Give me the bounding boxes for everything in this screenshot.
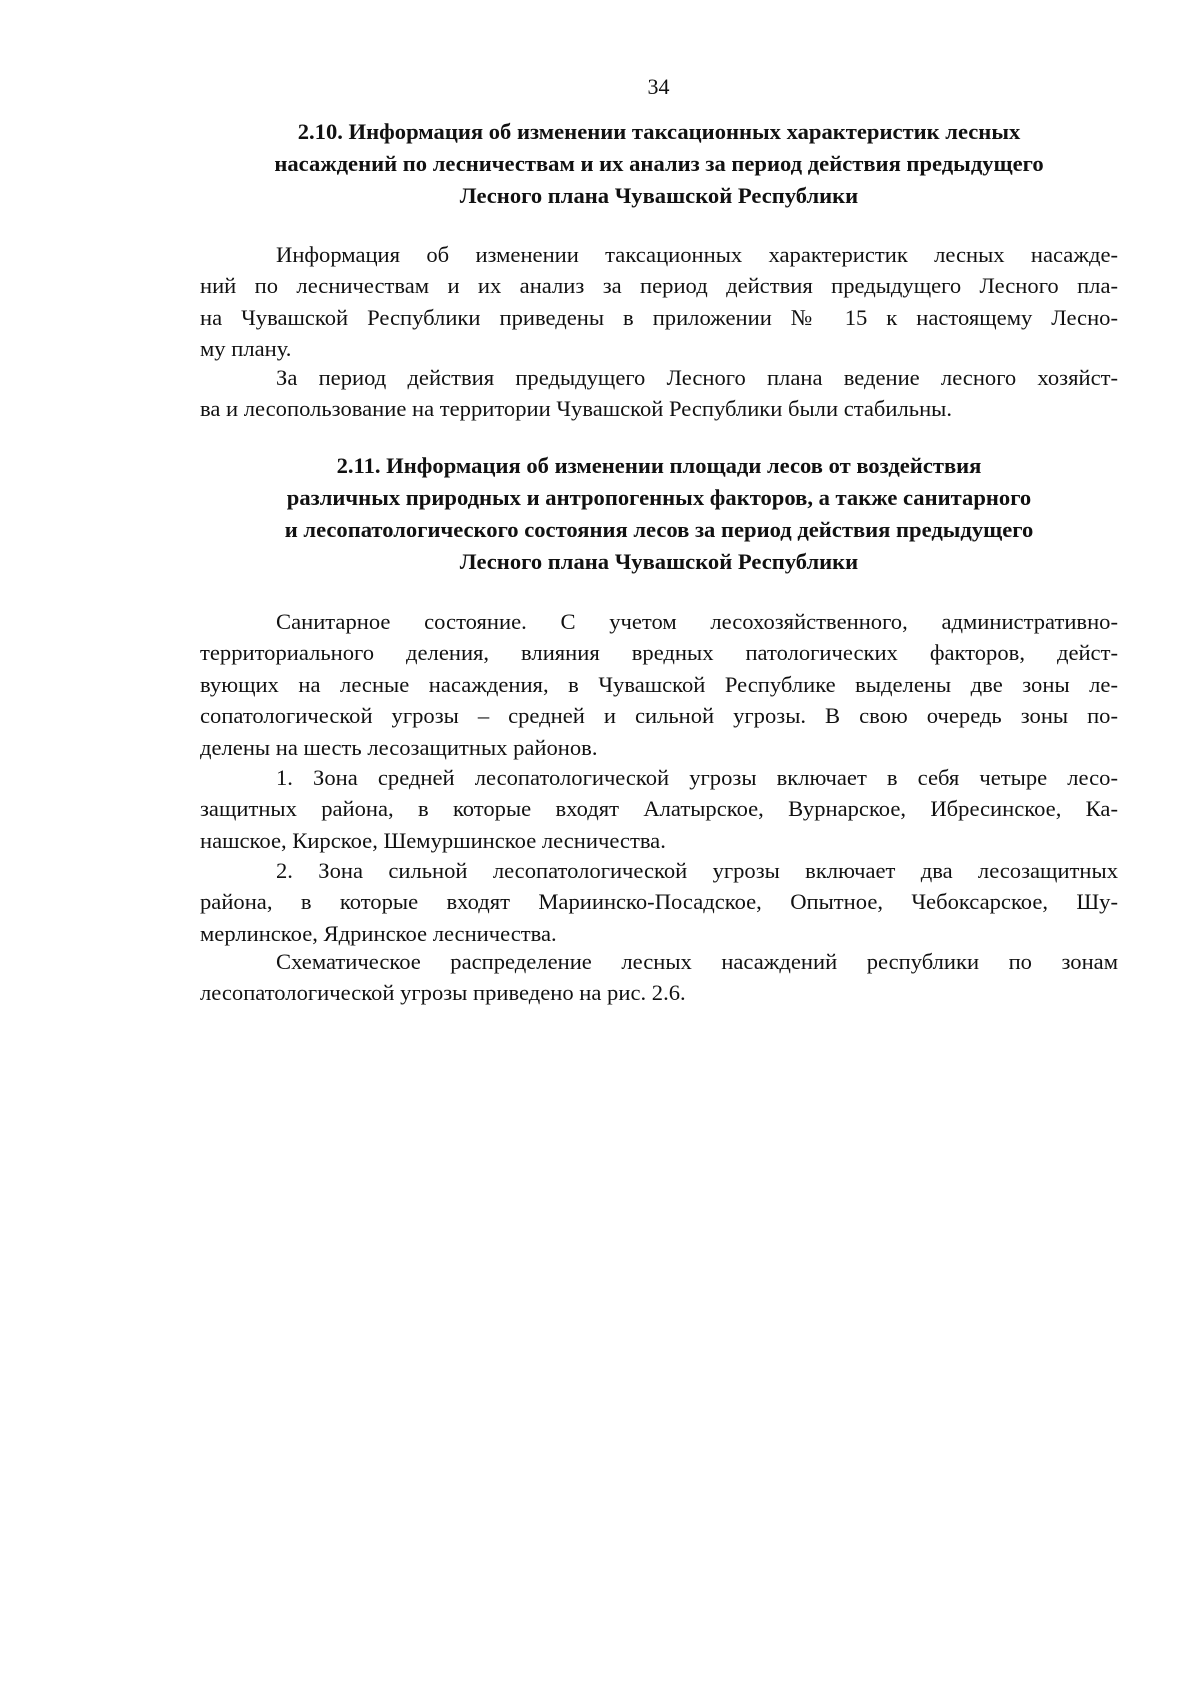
paragraph-sanitary-state xyxy=(200,606,1118,763)
paragraph-line: вующих на лесные насаждения, в Чувашской Республике выделены две зоны ле- xyxy=(200,671,1118,697)
paragraph-line: сопатологической угрозы – средней и сильной угрозы. В свою очередь зоны по- xyxy=(200,703,1118,729)
paragraph-schematic-distribution xyxy=(200,946,1118,1009)
paragraph-2-10-stability xyxy=(200,362,1118,425)
paragraph-2-10-info xyxy=(200,239,1118,365)
paragraph-line: Схематическое распределение лесных насаждений республики по зонам xyxy=(276,949,1118,974)
heading-line: различных природных и антропогенных факторов, а также санитарного xyxy=(286,485,1032,510)
paragraph-line: лесопатологической угрозы приведено на рис. 2.6. xyxy=(200,980,686,1006)
heading-line: 2.11. Информация об изменении площади лесов от воздействия xyxy=(336,453,982,478)
paragraph-line: на Чувашской Республики приведены в приложении № 15 к настоящему Лесно- xyxy=(200,304,1118,330)
heading-line: Лесного плана Чувашской Республики xyxy=(459,549,859,574)
paragraph-line: территориального деления, влияния вредных патологических факторов, дейст- xyxy=(200,640,1118,666)
paragraph-line: му плану. xyxy=(200,336,292,362)
paragraph-line: нашское, Кирское, Шемуршинское лесничества. xyxy=(200,827,666,853)
heading-line: 2.10. Информация об изменении таксационных характеристик лесных xyxy=(297,119,1021,144)
paragraph-zone-medium-threat xyxy=(200,762,1118,856)
page-number: 34 xyxy=(647,74,670,99)
paragraph-line: За период действия предыдущего Лесного плана ведение лесного хозяйст- xyxy=(276,365,1118,390)
paragraph-line: района, в которые входят Мариинско-Посадское, Опытное, Чебоксарское, Шу- xyxy=(200,889,1118,915)
paragraph-line: Санитарное состояние. С учетом лесохозяйственного, административно- xyxy=(276,609,1118,634)
section-heading-2-10 xyxy=(200,116,1118,212)
paragraph-line: ний по лесничествам и их анализ за период действия предыдущего Лесного пла- xyxy=(200,273,1118,299)
paragraph-line: 2. Зона сильной лесопатологической угрозы включает два лесозащитных xyxy=(276,858,1118,883)
paragraph-line: 1. Зона средней лесопатологической угрозы включает в себя четыре лесо- xyxy=(276,765,1118,790)
paragraph-line: ва и лесопользование на территории Чувашской Республики были стабильны. xyxy=(200,396,952,422)
heading-line: и лесопатологического состояния лесов за период действия предыдущего xyxy=(284,517,1034,542)
section-heading-2-11 xyxy=(200,450,1118,578)
paragraph-line: делены на шесть лесозащитных районов. xyxy=(200,734,598,760)
paragraph-line: защитных района, в которые входят Алатырское, Вурнарское, Ибресинское, Ка- xyxy=(200,796,1118,822)
paragraph-line: Информация об изменении таксационных характеристик лесных насажде- xyxy=(276,242,1118,267)
paragraph-line: мерлинское, Ядринское лесничества. xyxy=(200,920,557,946)
heading-line: насаждений по лесничествам и их анализ за период действия предыдущего xyxy=(274,151,1044,176)
heading-line: Лесного плана Чувашской Республики xyxy=(459,183,859,208)
paragraph-zone-strong-threat xyxy=(200,855,1118,949)
